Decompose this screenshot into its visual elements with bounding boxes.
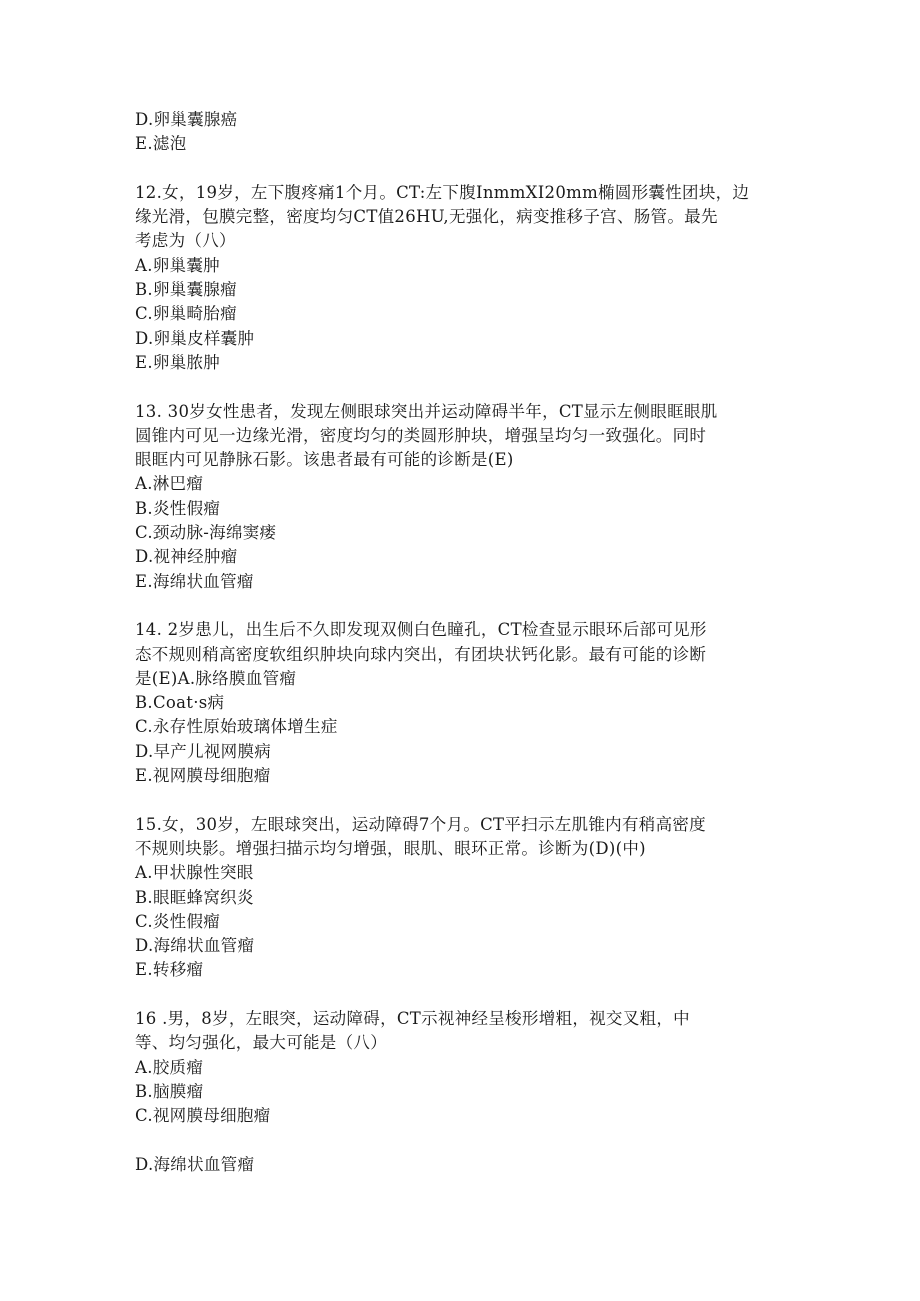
option-line: B.炎性假瘤 [135,498,221,518]
option-line: B.Coat·s病 [135,693,225,713]
option-line: C.永存性原始玻璃体增生症 [135,717,338,737]
question-stem-line: 态不规则稍高密度软组织肿块向球内突出，有团块状钙化影。最有可能的诊断 [135,644,707,664]
option-line: E.海绵状血管瘤 [135,571,254,591]
option-line: B.脑膜瘤 [135,1081,204,1101]
option-line: D.海绵状血管瘤 [135,1154,255,1174]
question-15 [135,813,795,983]
option-line: D.卵巢囊腺癌 [135,110,238,129]
question-stem-line: 等、均匀强化，最大可能是（八） [135,1033,387,1053]
option-line: A.胶质瘤 [135,1057,204,1077]
question-14 [135,618,795,788]
question-16 [135,1007,795,1128]
option-line: A.淋巴瘤 [135,474,204,494]
option-line: A.甲状腺性突眼 [135,863,254,883]
option-line: E.视网膜母细胞瘤 [135,766,271,786]
option-line: B.卵巢囊腺瘤 [135,280,237,300]
question-13 [135,400,795,594]
question-stem-line: 圆锥内可见一边缘光滑，密度均匀的类圆形肿块，增强呈均匀一致强化。同时 [135,425,707,445]
option-line: D.视神经肿瘤 [135,547,238,567]
option-line: D.卵巢皮样囊肿 [135,328,255,348]
question-stem-line: 16 .男，8岁，左眼突，运动障碍，CT示视神经呈梭形增粗，视交叉粗，中 [135,1008,690,1028]
option-line: B.眼眶蜂窝织炎 [135,887,254,907]
option-line: E.卵巢脓肿 [135,352,221,372]
question-stem-line: 眼眶内可见静脉石影。该患者最有可能的诊断是(E) [135,450,514,470]
option-line: A.卵巢囊肿 [135,255,220,275]
question-stem-line: 14. 2岁患儿，出生后不久即发现双侧白色瞳孔，CT检查显示眼环后部可见形 [135,620,707,640]
question-12 [135,181,795,375]
question-stem-line: 13. 30岁女性患者，发现左侧眼球突出并运动障碍半年，CT显示左侧眼眶眼肌 [135,401,718,421]
document-page [135,108,795,1177]
question-stem-line: 12.女，19岁，左下腹疼痛1个月。CT:左下腹InmmXI20mm椭圆形囊性团块，边 [135,182,750,202]
option-line: D.早产儿视网膜病 [135,741,272,761]
question-stem-line: 是(E)A.脉络膜血管瘤 [135,668,297,688]
option-line: C.视网膜母细胞瘤 [135,1106,271,1126]
option-line: C.炎性假瘤 [135,911,221,931]
question-stem-line: 15.女，30岁，左眼球突出，运动障碍7个月。CT平扫示左肌锥内有稍高密度 [135,814,706,834]
option-line: C.颈动脉-海绵窦瘘 [135,523,277,543]
option-line: C.卵巢畸胎瘤 [135,304,237,324]
question-stem-line: 缘光滑，包膜完整，密度均匀CT值26HU,无强化，病变推移子宫、肠管。最先 [135,207,718,227]
option-line: D.海绵状血管瘤 [135,936,255,956]
question-stem-line: 不规则块影。增强扫描示均匀增强，眼肌、眼环正常。诊断为(D)(中) [135,838,646,858]
option-line: E.滤泡 [135,134,187,154]
option-line: E.转移瘤 [135,960,204,980]
question-stem-line: 考虑为（八） [135,231,236,251]
